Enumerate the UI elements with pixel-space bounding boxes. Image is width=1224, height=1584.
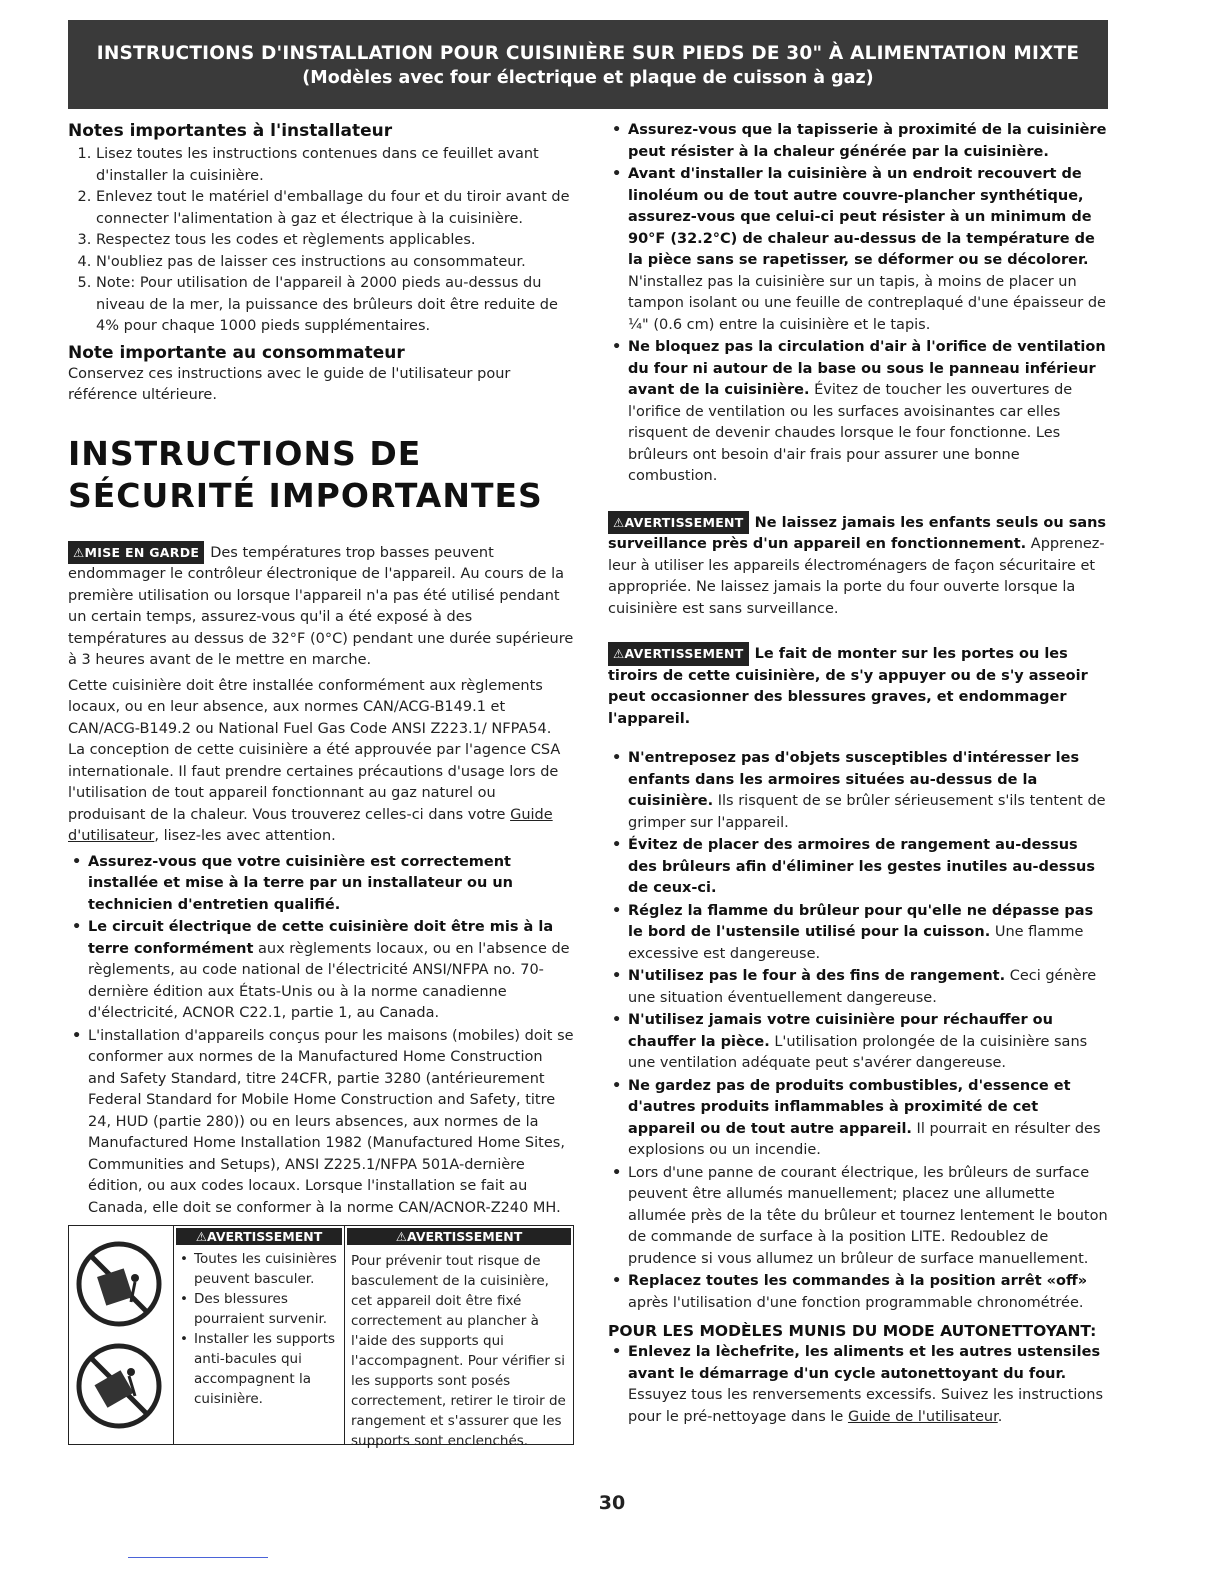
list-item (608, 835, 1108, 900)
installer-notes-heading: Notes importantes à l'installateur (68, 121, 393, 141)
caution-paragraph (68, 541, 574, 672)
caution-label: ⚠MISE EN GARDE (68, 541, 204, 565)
bullet-text: Il pourrait en résulter des explosions ou un incendie. (628, 1120, 1101, 1158)
bullet-bold: Ne bloquez pas la circulation d'air à l'orifice de ventilation du four ni autour de la base ou sous le panneau inférieur avant de la cuisinière. (628, 339, 1106, 398)
list-item (608, 966, 1108, 1009)
bullet-bold: N'utilisez jamais votre cuisinière pour réchauffer ou chauffer la pièce. (628, 1012, 1053, 1050)
bullet-bold: Replacez toutes les commandes à la position arrêt «off» (628, 1273, 1088, 1289)
bullet-bold: N'utilisez pas le four à des fins de rangement. (628, 968, 1006, 984)
bullet-bold: N'entreposez pas d'objets susceptibles d'intéresser les enfants dans les armoires situées au-dessus de la cuisinière. (628, 750, 1080, 809)
list-item: • Toutes les cuisinières peuvent basculer. (178, 1249, 344, 1289)
warning-label: ⚠AVERTISSEMENT (608, 642, 749, 666)
list-item: • Installer les supports anti-bacules qui accompagnent la cuisinière. (178, 1329, 344, 1409)
design-text-end: , lisez-les avec attention. (154, 828, 336, 844)
bullet-bold: Avant d'installer la cuisinière à un endroit recouvert de linoléum ou de tout autre couvre-plancher synthétique, assurez-vous que celui-ci peut résister à un minimum de 90°F (32.2°C) de chaleur au-dessus de la température de la pièce sans se rapetisser, se déformer ou se décolorer. (628, 166, 1095, 268)
list-item (608, 337, 1108, 488)
bullet-text-end: . (997, 1408, 1003, 1425)
bullet-bold: Enlevez la lèchefrite, les aliments et les autres ustensiles avant le démarrage d'un cycle autonettoyant du four. (628, 1344, 1101, 1382)
user-guide-link[interactable]: Guide de l'utilisateur (847, 1408, 998, 1425)
bullet-text: N'installez pas la cuisinière sur un tapis, à moins de placer un tampon isolant ou une feuille de contreplaqué d'une épaisseur de ¼" (0.6 cm) entre la cuisinière et le tapis. (628, 273, 1106, 333)
install-paragraph: Cette cuisinière doit être installée conformément aux règlements locaux, ou en leur absence, aux normes CAN/ACG-B149.1 et CAN/ACG-B149.2 ou National Fuel Gas Code ANSI Z223.1/ NFPA54. (68, 677, 552, 737)
list-item (608, 1076, 1108, 1162)
left-bullets (68, 852, 574, 1220)
bullet-bold: Ne gardez pas de produits combustibles, d'essence et d'autres produits inflammables à proximité de cet appareil ou de tout autre appareil. (628, 1077, 1071, 1137)
list-item (608, 164, 1108, 336)
warning-bold: Ne laissez jamais les enfants seuls ou sans surveillance près d'un appareil en fonctionnement. (608, 514, 1107, 552)
self-clean-bullets (608, 1342, 1108, 1428)
bullet-text: après l'utilisation d'une fonction programmable chronométrée. (628, 1294, 1084, 1311)
warning-label: ⚠AVERTISSEMENT (176, 1228, 342, 1245)
bullet-text: aux règlements locaux, ou en l'absence de règlements, au code national de l'électricité ANSI/NFPA no. 70- dernière édition aux États-Unis ou à la norme canadienne d'électricité, ACNOR C22.1, partie 1, au Canada. (88, 940, 570, 1021)
warning-children-paragraph (608, 511, 1108, 621)
bullet-bold: Assurez-vous que votre cuisinière est correctement installée et mise à la terre par un installateur ou un technicien d'entretien qualifié. (88, 853, 513, 913)
consumer-note-heading: Note importante au consommateur (68, 342, 405, 363)
consumer-note-text: Conservez ces instructions avec le guide de l'utilisateur pour référence ultérieure. (68, 365, 511, 403)
user-guide-link[interactable]: Guide d'utilisateur (68, 806, 553, 844)
warning-col-1-list (174, 1249, 344, 1409)
bullet-text: Une flamme excessive est dangereuse. (628, 924, 1084, 962)
anti-tip-warning-box (68, 1225, 574, 1449)
bullet-bold: Assurez-vous que la tapisserie à proximité de la cuisinière peut résister à la chaleur générée par la cuisinière. (628, 122, 1107, 160)
header-title: INSTRUCTIONS D'INSTALLATION POUR CUISINIÈRE SUR PIEDS DE 30" À ALIMENTATION MIXTE (96, 43, 1080, 64)
warning-col-2 (345, 1226, 573, 1449)
list-item (608, 120, 1108, 163)
bullet-text: Lors d'une panne de courant électrique, les brûleurs de surface peuvent être allumés manuellement; placez une allumette allumée près de la tête du brûleur et tournez lentement le bouton de commande de surface à la position LITE. Redoublez de prudence si vous allumez un brûleur de surface manuellement. (628, 1164, 1108, 1267)
self-clean-heading: POUR LES MODÈLES MUNIS DU MODE AUTONETTOYANT: (608, 1322, 1097, 1340)
warning-label: ⚠AVERTISSEMENT (608, 511, 749, 535)
header-subtitle: (Modèles avec four électrique et plaque de cuisson à gaz) (302, 68, 874, 88)
page-number: 30 (598, 1492, 626, 1514)
list-item: 3. Respectez tous les codes et règlements applicables. (96, 230, 574, 252)
header-banner (68, 20, 1108, 109)
safety-title: INSTRUCTIONS DE SÉCURITÉ IMPORTANTES (68, 433, 543, 515)
warning-label: ⚠AVERTISSEMENT (347, 1228, 571, 1245)
bullet-text: Évitez de toucher les ouvertures de l'orifice de ventilation ou les surfaces avoisinantes car elles risquent de devenir chaudes lorsque le four fonctionne. Les brûleurs ont besoin d'air frais pour assurer une bonne combustion. (628, 382, 1073, 484)
divider (128, 1557, 268, 1558)
warning-text: Apprenez-leur à utiliser les appareils électroménagers de façon sécuritaire et appropriée. Ne laissez jamais la porte du four ouverte lorsque la cuisinière est sans surveillance. (608, 536, 1105, 617)
right-top-bullets (608, 120, 1108, 488)
right-bullets (608, 748, 1108, 1314)
warning-col-1 (173, 1226, 345, 1444)
list-item: 4. N'oubliez pas de laisser ces instructions au consommateur. (96, 252, 574, 274)
list-item (68, 852, 574, 917)
warning-col-2-text: Pour prévenir tout risque de basculement de la cuisinière, cet appareil doit être fixé correctement au plancher à l'aide des supports qui l'accompagnent. Pour vérifier si les supports sont posés correctement, retirer le tiroir de rangement et s'assurer que les supports sont enclenchés. (351, 1253, 566, 1449)
list-item (608, 901, 1108, 966)
bullet-text: L'utilisation prolongée de la cuisinière sans une ventilation adéquate peut s'avérer dangereuse. (628, 1033, 1088, 1071)
left-column (68, 120, 574, 1449)
bullet-text: Essuyez tous les renversements excessifs. Suivez les instructions pour le pré-nettoyage dans le (628, 1387, 1104, 1425)
design-paragraph (68, 740, 574, 848)
bullet-text: Ceci génère une situation éventuellement dangereuse. (628, 968, 1097, 1006)
list-item: • L'installation d'appareils conçus pour les maisons (mobiles) doit se conformer aux normes de la Manufactured Home Construction and Safety Standard, titre 24CFR, partie 3280 (antérieurement Federal Standard for Mobile Home Construction and Safety, titre 24, HUD (partie 280)) ou en leurs absences, aux normes de la Manufactured Home Installation 1982 (Manufactured Home Sites, Communities and Setups), ANSI Z225.1/NFPA 501A-dernière édition, ou aux codes locaux. Lorsque l'installation se fait au Canada, elle doit se conformer à la norme CAN/ACNOR-Z240 MH. (68, 1026, 574, 1220)
list-item (608, 748, 1108, 834)
list-item: 5. Note: Pour utilisation de l'appareil à 2000 pieds au-dessus du niveau de la mer, la puissance des brûleurs doit être reduite de 4% pour chaque 1000 pieds supplémentaires. (96, 273, 574, 338)
warning-bold: Le fait de monter sur les portes ou les tiroirs de cette cuisinière, de s'y appuyer ou de s'y asseoir peut occasionner des blessures graves, et endommager l'appareil. (608, 646, 1088, 727)
list-item (608, 1342, 1108, 1428)
bullet-bold: Le circuit électrique de cette cuisinière doit être mis à la terre conformément (88, 919, 554, 957)
list-item (68, 917, 574, 1025)
list-item (608, 1010, 1108, 1075)
list-item: 1. Lisez toutes les instructions contenues dans ce feuillet avant d'installer la cuisinière. (96, 144, 574, 187)
list-item: 2. Enlevez tout le matériel d'emballage du four et du tiroir avant de connecter l'alimentation à gaz et électrique à la cuisinière. (96, 187, 574, 230)
design-text: La conception de cette cuisinière a été approuvée par l'agence CSA internationale. Il faut prendre certaines précautions d'usage lors de l'utilisation de tout appareil fonctionnant au gaz naturel ou produisant de la chaleur. Vous trouverez celles-ci dans votre (68, 742, 561, 823)
bullet-bold: Évitez de placer des armoires de rangement au-dessus des brûleurs afin d'éliminer les gestes inutiles au-dessus de ceux-ci. (628, 837, 1095, 896)
no-tip-icon (69, 1226, 171, 1444)
list-item (608, 1163, 1108, 1271)
bullet-bold: Réglez la flamme du brûleur pour qu'elle ne dépasse pas le bord de l'ustensile utilisé pour la cuisson. (628, 902, 1094, 940)
warning-doors-paragraph (608, 642, 1108, 730)
bullet-text: Ils risquent de se brûler sérieusement s'ils tentent de grimper sur l'appareil. (628, 793, 1106, 831)
right-column (608, 120, 1108, 1429)
list-item: • Des blessures pourraient survenir. (178, 1289, 344, 1329)
list-item (608, 1271, 1108, 1314)
warning-pictograms (69, 1226, 171, 1444)
caution-text: Des températures trop basses peuvent endommager le contrôleur électronique de l'appareil. Au cours de la première utilisation ou lorsque l'appareil n'a pas été utilisé pendant un certain temps, assurez-vous qu'il a été exposé à des températures au dessus de 32°F (0°C) pendant une durée supérieure à 3 heures avant de le mettre en marche. (68, 544, 574, 668)
installer-notes-list (68, 144, 574, 338)
